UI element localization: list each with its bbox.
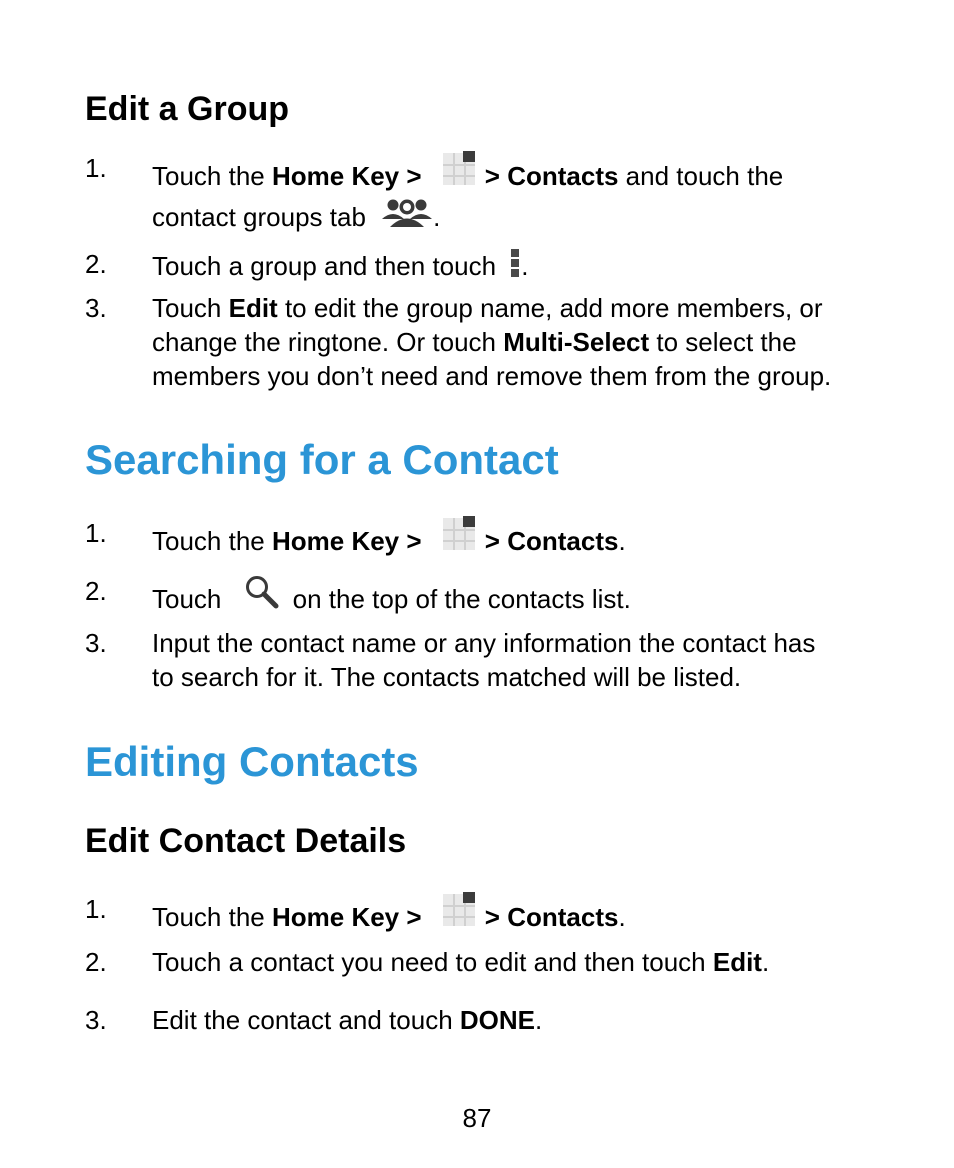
contact-groups-icon xyxy=(381,196,433,236)
item-text: Touch the Home Key > > Contacts and touch the xyxy=(152,151,912,195)
heading-edit-a-group: Edit a Group xyxy=(85,90,289,128)
item-text: Edit the contact and touch DONE. xyxy=(152,1005,543,1035)
menu-dots-icon xyxy=(509,247,521,287)
item-number: 3. xyxy=(85,293,107,323)
item-number: 2. xyxy=(85,249,107,279)
item-number: 1. xyxy=(85,894,107,924)
item-number: 3. xyxy=(85,1005,107,1035)
item-text: Touch Edit to edit the group name, add more members, or change the ringtone. Or touch Multi-Select to select the members you don’t need and remove them from the group. xyxy=(152,293,832,391)
item-text: Touch the Home Key > > Contacts. xyxy=(152,892,912,936)
page-number: 87 xyxy=(462,1103,492,1133)
heading-searching-for-a-contact: Searching for a Contact xyxy=(85,436,559,483)
search-icon xyxy=(243,574,281,618)
item-text: Touch a contact you need to edit and then touch Edit. xyxy=(152,947,770,977)
item-number: 1. xyxy=(85,518,107,548)
item-text: Input the contact name or any information the contact has to search for it. The contacts matched will be listed. xyxy=(152,628,816,692)
item-number: 2. xyxy=(85,576,107,606)
item-text: Touch on the top of the contacts list. xyxy=(152,574,912,618)
apps-grid-icon xyxy=(439,516,479,560)
item-number: 3. xyxy=(85,628,107,658)
item-number: 2. xyxy=(85,947,107,977)
heading-edit-contact-details: Edit Contact Details xyxy=(85,822,407,860)
apps-grid-icon xyxy=(439,151,479,195)
heading-editing-contacts: Editing Contacts xyxy=(85,738,419,785)
item-text: contact groups tab . xyxy=(152,196,912,236)
item-number: 1. xyxy=(85,153,107,183)
item-text: Touch a group and then touch . xyxy=(152,247,912,287)
item-text: Touch the Home Key > > Contacts. xyxy=(152,516,912,560)
apps-grid-icon xyxy=(439,892,479,936)
